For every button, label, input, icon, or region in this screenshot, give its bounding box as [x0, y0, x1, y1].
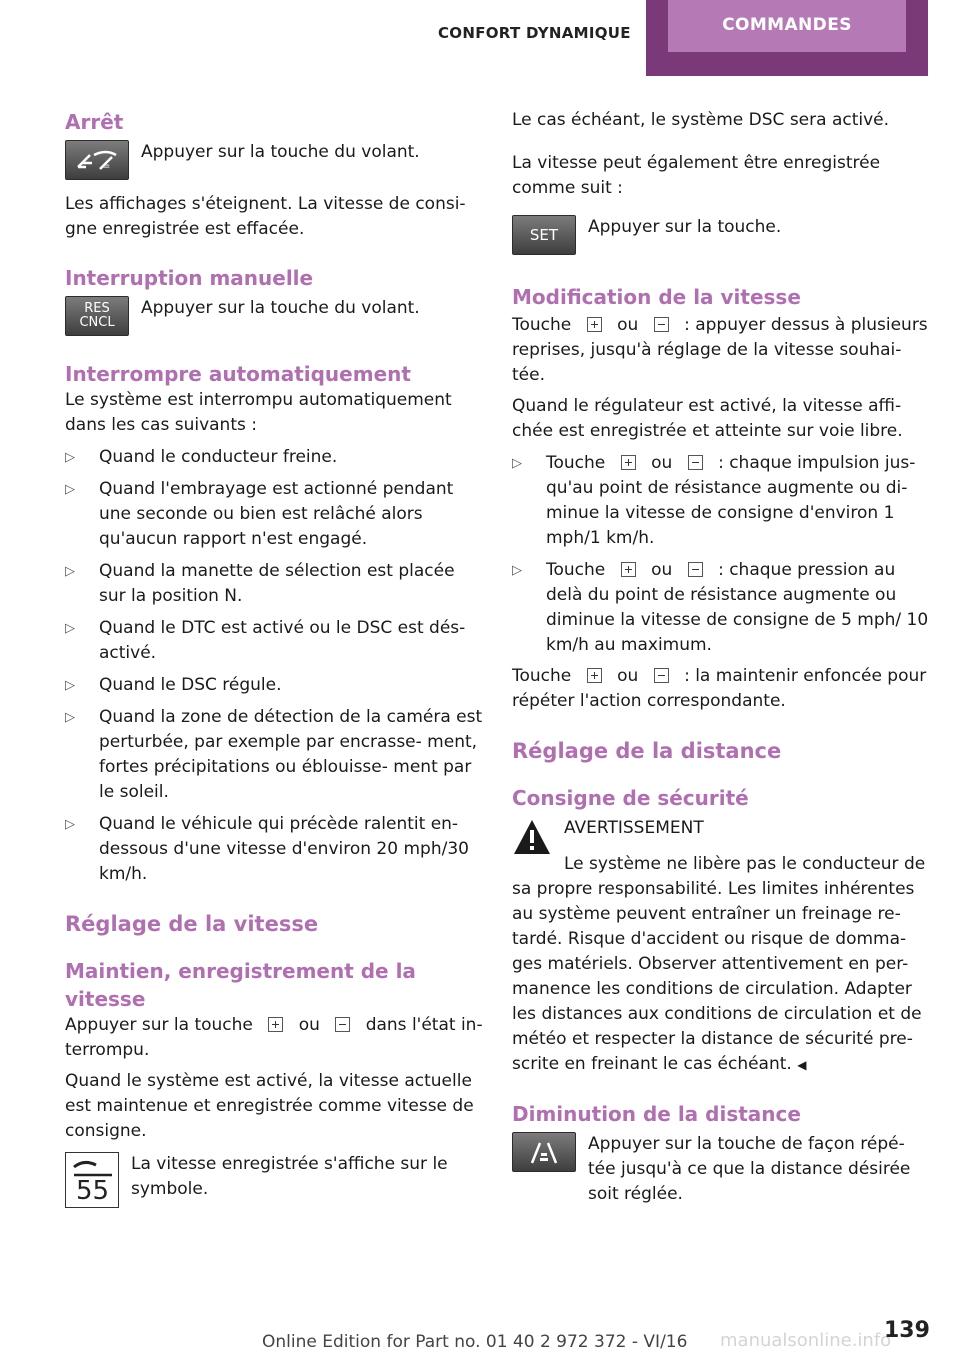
set-button-row: [512, 215, 932, 255]
set-button-icon: SET: [512, 215, 576, 255]
speed-symbol-row: [65, 1152, 485, 1208]
minus-key-icon: [654, 668, 669, 683]
plus-key-icon: [268, 1017, 283, 1032]
interruption-instruction: Appuyer sur la touche du volant.: [141, 298, 420, 318]
list-item: ▷ Quand la zone de détection de la caméra est perturbée, par exemple par encrasse- ment, fortes précipitations ou éblouisse- ment par le soleil.: [65, 705, 485, 805]
cncl-label: CNCL: [79, 315, 115, 330]
minus-key-icon: [654, 317, 669, 332]
watermark: manualsonline.info: [720, 1330, 892, 1351]
list-item: ▷ Quand le véhicule qui précède ralentit en- dessous d'une vitesse d'environ 20 mph/30 km/h.: [65, 812, 485, 887]
alt-paragraph: La vitesse peut également être enregistrée comme suit :: [512, 153, 881, 198]
arret-button-row: [65, 140, 485, 180]
dsc-paragraph: Le cas échéant, le système DSC sera activé.: [512, 110, 890, 130]
heading-diminution: Diminution de la distance: [512, 1102, 801, 1126]
heading-maintien: Maintien, enregistrement de la vitesse: [65, 959, 416, 1011]
list-item: ▷ Quand le DTC est activé ou le DSC est dés- activé.: [65, 616, 485, 666]
list-item: ▷ Touche ou : chaque pression au delà du point de résistance augmente ou diminue la vitesse de consigne de 5 mph/ 10 km/h au maximum.: [512, 558, 932, 658]
chapter-tab: [646, 0, 928, 76]
modif-paragraph-3: Touche ou : la maintenir enfoncée pour répéter l'action correspondante.: [512, 666, 927, 711]
list-item: ▷ Quand la manette de sélection est placée sur la position N.: [65, 559, 485, 609]
heading-consigne: Consigne de sécurité: [512, 786, 749, 810]
minus-key-icon: [688, 455, 703, 470]
auto-list: [65, 445, 485, 887]
speed-symbol-text: La vitesse enregistrée s'affiche sur le symbole.: [131, 1154, 448, 1199]
modif-paragraph-2: Quand le régulateur est activé, la vitesse affi- chée est enregistrée et atteinte sur voie libre.: [512, 396, 903, 441]
heading-reglage-distance: Réglage de la distance: [512, 739, 782, 763]
modif-list: [512, 451, 932, 658]
distance-instruction: Appuyer sur la touche de façon répé- tée jusqu'à ce que la distance désirée soit réglée.: [588, 1134, 911, 1204]
list-item: ▷ Quand l'embrayage est actionné pendant une seconde ou bien est relâché alors qu'aucun rapport n'est engagé.: [65, 477, 485, 552]
heading-reglage-vitesse: Réglage de la vitesse: [65, 912, 319, 936]
arret-instruction: Appuyer sur la touche du volant.: [141, 142, 420, 162]
chapter-tab-label: COMMANDES: [668, 0, 906, 52]
auto-intro: Le système est interrompu automatiquement dans les cas suivants :: [65, 390, 452, 435]
res-label: RES: [84, 301, 110, 316]
arret-paragraph: Les affichages s'éteignent. La vitesse de consi- gne enregistrée est effacée.: [65, 194, 466, 239]
interruption-button-row: [65, 296, 485, 336]
set-instruction: Appuyer sur la touche.: [588, 217, 782, 237]
speed-symbol-icon: [65, 1152, 119, 1208]
warning-triangle-icon: [512, 818, 552, 864]
page-number: 139: [884, 1318, 930, 1343]
maintien-paragraph-2: Quand le système est activé, la vitesse actuelle est maintenue et enregistrée comme vitesse de consigne.: [65, 1071, 474, 1141]
left-column: [65, 108, 485, 1208]
modif-paragraph-1: Touche ou : appuyer dessus à plusieurs reprises, jusqu'à réglage de la vitesse souhai- tée.: [512, 315, 928, 385]
minus-key-icon: [335, 1017, 350, 1032]
plus-key-icon: [621, 562, 636, 577]
end-mark-icon: ◀: [797, 1058, 807, 1072]
minus-key-icon: [688, 562, 703, 577]
section-title: CONFORT DYNAMIQUE: [438, 24, 631, 42]
speed-symbol-number: 55: [76, 1176, 110, 1206]
maintien-paragraph-1: Appuyer sur la touche ou dans l'état in- terrompu.: [65, 1015, 483, 1060]
plus-key-icon: [621, 455, 636, 470]
plus-key-icon: [587, 668, 602, 683]
page-footer: [0, 1318, 960, 1362]
list-item: ▷ Quand le DSC régule.: [65, 673, 485, 698]
right-column: [512, 108, 932, 1207]
warning-text: Le système ne libère pas le conducteur de sa propre responsabilité. Les limites inhérentes au système peuvent entraîner un freinage re- tardé. Risque d'accident ou risque de domma- ges matériels. Observer attentivement en per- manence les conditions de circulation. Adapter les distances aux conditions de circulation et de météo et respecter la distance de sécurité pre- scrite en freinant le cas échéant. ◀: [512, 854, 926, 1074]
res-cncl-button-icon: [65, 296, 129, 336]
heading-interruption: Interruption manuelle: [65, 266, 314, 290]
distance-button-row: [512, 1132, 932, 1207]
online-edition: Online Edition for Part no. 01 40 2 972 372 - VI/16: [262, 1332, 688, 1352]
heading-auto: Interrompre automatiquement: [65, 362, 411, 386]
page-header: [0, 0, 960, 76]
svg-text:=: =: [102, 161, 111, 172]
warning-label: AVERTISSEMENT: [564, 818, 704, 838]
cruise-control-off-icon: [65, 140, 129, 180]
heading-arret: Arrêt: [65, 110, 124, 134]
heading-modif: Modification de la vitesse: [512, 285, 801, 309]
list-item: ▷ Quand le conducteur freine.: [65, 445, 485, 470]
distance-button-icon: [512, 1132, 576, 1172]
plus-key-icon: [587, 317, 602, 332]
list-item: ▷ Touche ou : chaque impulsion jus- qu'au point de résistance augmente ou di- minue la vitesse de consigne d'environ 1 mph/1 km/h.: [512, 451, 932, 551]
